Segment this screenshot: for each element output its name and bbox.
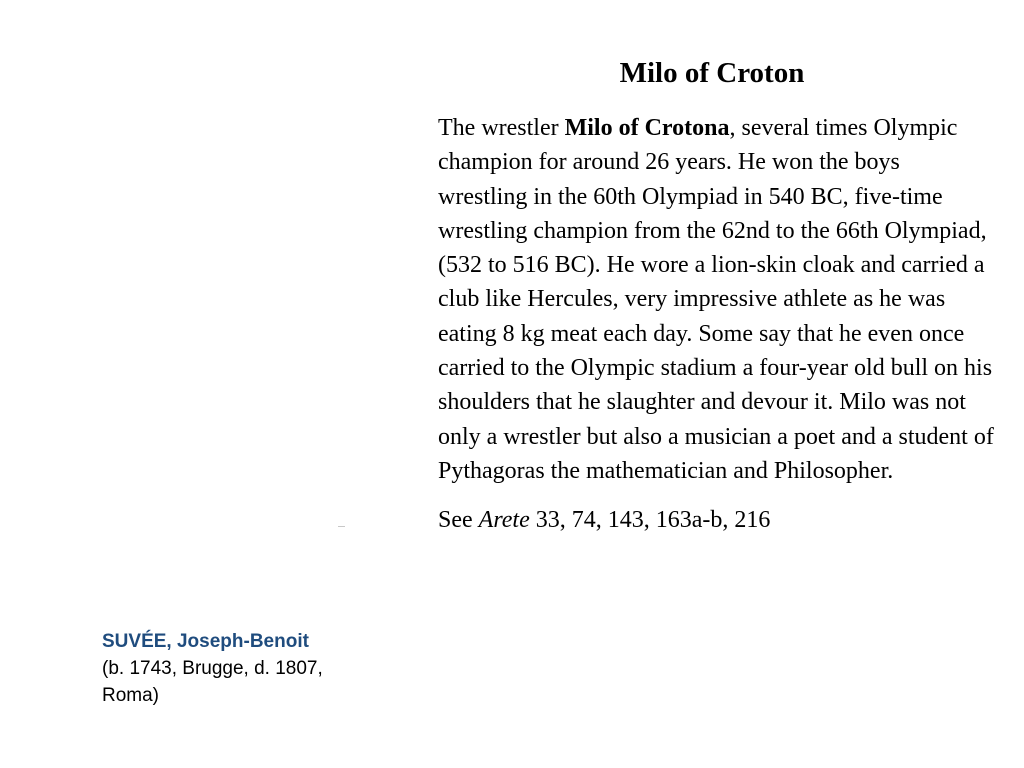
slide-title: Milo of Croton <box>619 57 805 89</box>
arete-title: Arete <box>478 507 530 534</box>
body-text <box>438 111 994 538</box>
artist-name: SUVÉE, Joseph-Benoit <box>102 631 309 652</box>
main-paragraph <box>438 111 994 488</box>
paragraph-prefix: The wrestler <box>438 115 565 141</box>
paragraph-rest: , several times Olympic champion for around 26 years. He won the boys wrestling in the 60th Olympiad in 540 BC, five-time wrestling champion from the 62nd to the 66th Olympiad, (532 to 516 BC). He wore a lion-skin cloak and carried a club like Hercules, very impressive athlete as he was eating 8 kg meat each day. Some say that he even once carried to the Olympic stadium a four-year old bull on his shoulders that he slaughter and devour it. Milo was not only a wrestler but also a musician a poet and a student of Pythagoras the mathematician and Philosopher. <box>438 115 994 484</box>
image-edge-mark <box>338 526 345 527</box>
see-reference-line <box>438 503 994 537</box>
artwork-image <box>80 40 380 540</box>
artwork-caption <box>102 628 372 709</box>
artist-dates: (b. 1743, Brugge, d. 1807, Roma) <box>102 658 323 706</box>
see-refs: 33, 74, 143, 163a-b, 216 <box>529 507 771 534</box>
milo-name: Milo of Crotona <box>564 115 730 141</box>
see-prefix: See <box>438 507 479 534</box>
